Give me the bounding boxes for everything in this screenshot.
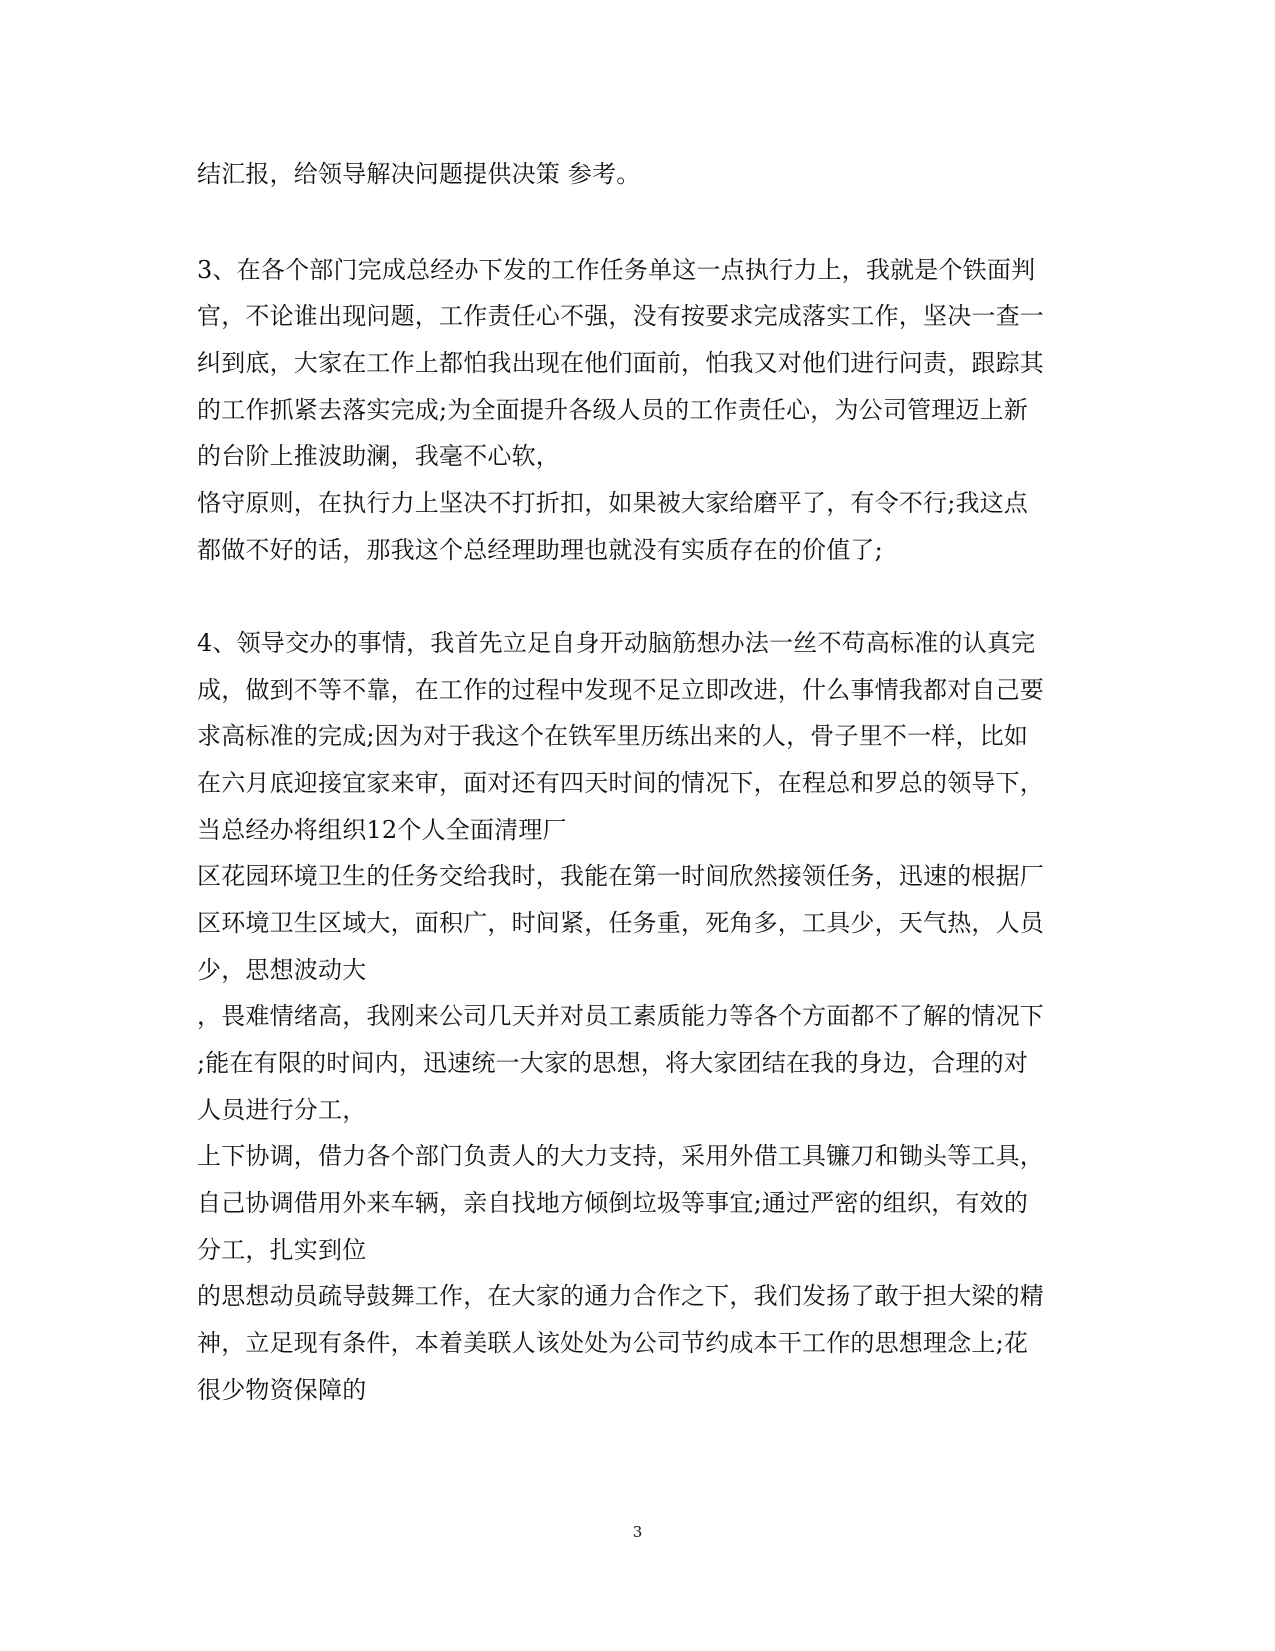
text-line: 恪守原则，在执行力上坚决不打折扣，如果被大家给磨平了，有令不行;我这点 <box>197 489 1029 517</box>
text-line: 3、在各个部门完成总经办下发的工作任务单这一点执行力上，我就是个铁面判 <box>197 256 1036 284</box>
text-line: 4、领导交办的事情，我首先立足自身开动脑筋想办法一丝不苟高标准的认真完 <box>197 629 1036 657</box>
text-line: 成，做到不等不靠，在工作的过程中发现不足立即改进，什么事情我都对自己要 <box>197 676 1044 704</box>
text-line: 区环境卫生区域大，面积广，时间紧，任务重，死角多，工具少，天气热，人员 <box>197 909 1044 937</box>
text-line: 都做不好的话，那我这个总经理助理也就没有实质存在的价值了; <box>197 536 883 564</box>
text-line: 官，不论谁出现问题，工作责任心不强，没有按要求完成落实工作，坚决一查一 <box>197 302 1044 330</box>
text-line: 少，思想波动大 <box>197 956 367 984</box>
text-line: 纠到底，大家在工作上都怕我出现在他们面前，怕我又对他们进行问责，跟踪其 <box>197 349 1044 377</box>
text-line: 分工，扎实到位 <box>197 1236 367 1264</box>
text-line: 人员进行分工， <box>197 1096 367 1124</box>
text-line: 很少物资保障的 <box>197 1376 367 1404</box>
text-line: 区花园环境卫生的任务交给我时，我能在第一时间欣然接领任务，迅速的根据厂 <box>197 862 1044 890</box>
text-line: 在六月底迎接宜家来审，面对还有四天时间的情况下，在程总和罗总的领导下， <box>197 769 1044 797</box>
text-line: 的台阶上推波助澜，我毫不心软， <box>197 442 560 470</box>
text-line: 神，立足现有条件，本着美联人该处处为公司节约成本干工作的思想理念上;花 <box>197 1329 1029 1357</box>
text-line: ;能在有限的时间内，迅速统一大家的思想，将大家团结在我的身边，合理的对 <box>197 1049 1029 1077</box>
text-line: ，畏难情绪高，我刚来公司几天并对员工素质能力等各个方面都不了解的情况下 <box>197 1002 1044 1030</box>
page-number: 3 <box>632 1523 643 1541</box>
text-line: 的思想动员疏导鼓舞工作，在大家的通力合作之下，我们发扬了敢于担大梁的精 <box>197 1282 1044 1310</box>
text-line: 上下协调，借力各个部门负责人的大力支持，采用外借工具镰刀和锄头等工具， <box>197 1142 1044 1170</box>
text-line: 结汇报，给领导解决问题提供决策 参考。 <box>197 160 641 188</box>
text-line: 的工作抓紧去落实完成;为全面提升各级人员的工作责任心，为公司管理迈上新 <box>197 396 1029 424</box>
text-line: 求高标准的完成;因为对于我这个在铁军里历练出来的人，骨子里不一样，比如 <box>197 722 1029 750</box>
text-line: 当总经办将组织12个人全面清理厂 <box>197 816 567 844</box>
text-line: 自己协调借用外来车辆，亲自找地方倾倒垃圾等事宜;通过严密的组织，有效的 <box>197 1189 1029 1217</box>
